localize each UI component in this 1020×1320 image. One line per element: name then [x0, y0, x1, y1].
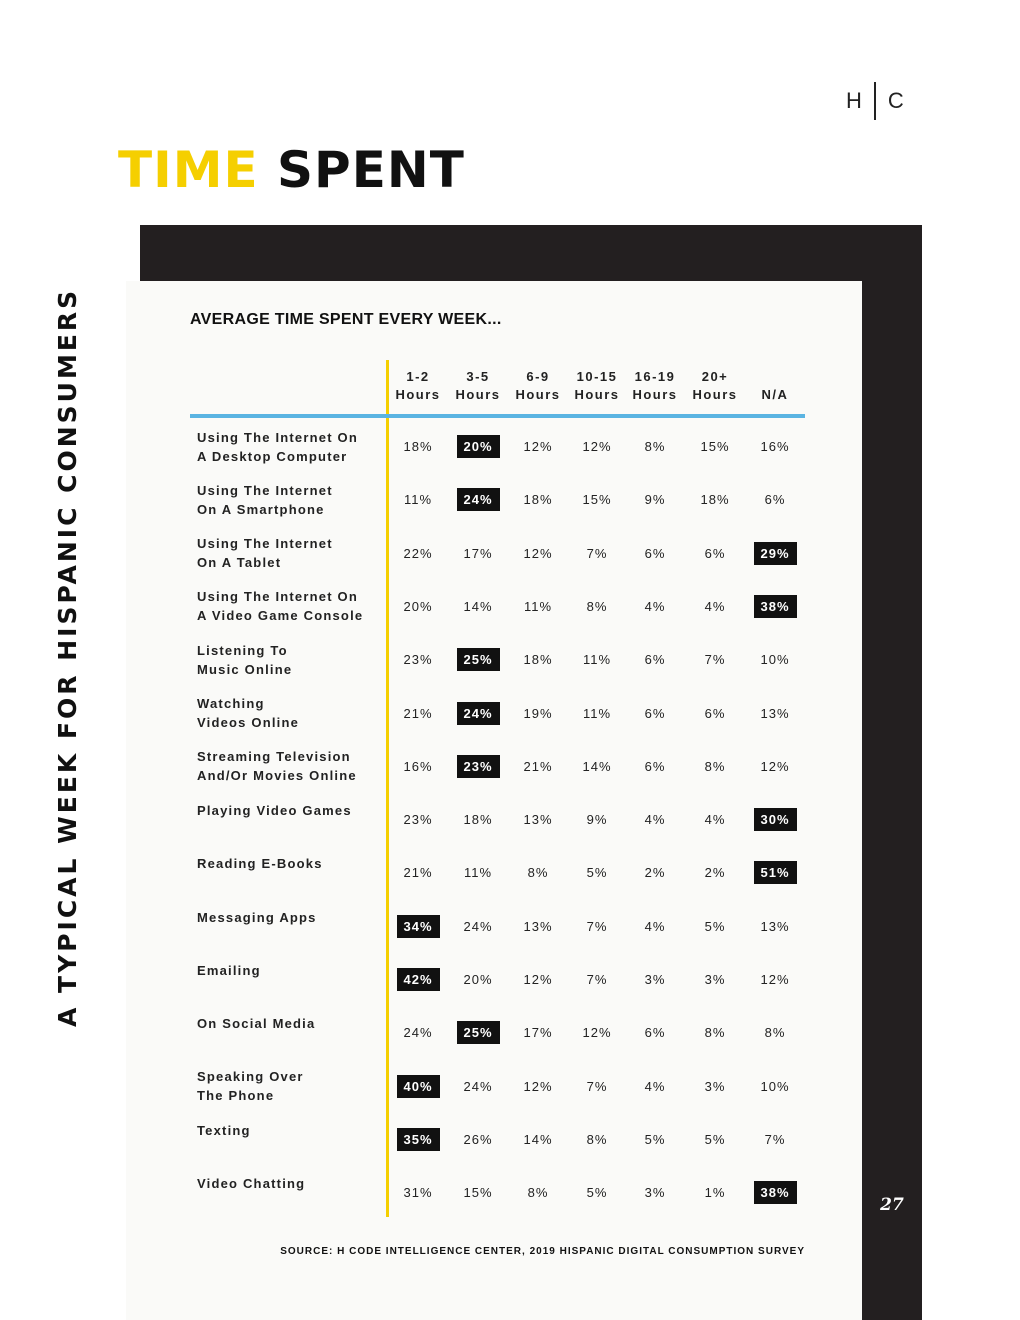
highlighted-value-cell	[743, 580, 807, 633]
value-cell	[506, 633, 570, 686]
row-label	[197, 633, 377, 686]
table-row	[190, 633, 805, 686]
highlighted-value-cell	[386, 1060, 450, 1113]
value-text: 12%	[523, 1078, 553, 1094]
column-header	[386, 368, 450, 404]
row-label-line1: Using The Internet	[197, 536, 333, 552]
value-text: 10%	[760, 1078, 790, 1094]
value-cell	[386, 687, 450, 740]
value-text: 3%	[704, 1078, 726, 1094]
value-cell	[623, 846, 687, 899]
value-text: 40%	[397, 1075, 440, 1098]
value-text: 16%	[403, 758, 433, 774]
value-cell	[683, 633, 747, 686]
value-text: 11%	[582, 652, 612, 668]
value-cell	[506, 580, 570, 633]
value-cell	[446, 1060, 510, 1113]
dark-frame-right	[862, 225, 922, 1320]
column-header-line2: Hours	[632, 387, 678, 402]
value-text: 13%	[523, 918, 553, 934]
table-row	[190, 953, 805, 1006]
value-cell	[623, 580, 687, 633]
value-text: 23%	[457, 755, 500, 778]
value-text: 8%	[704, 1025, 726, 1041]
value-text: 17%	[463, 545, 493, 561]
value-text: 12%	[523, 545, 553, 561]
value-text: 5%	[704, 918, 726, 934]
table-row	[190, 793, 805, 846]
highlighted-value-cell	[446, 473, 510, 526]
blue-header-rule	[190, 414, 805, 418]
value-cell	[506, 527, 570, 580]
value-text: 24%	[403, 1025, 433, 1041]
value-cell	[683, 473, 747, 526]
row-label-line1: Reading E-Books	[197, 856, 323, 872]
value-text: 11%	[523, 598, 553, 614]
value-text: 15%	[700, 439, 730, 454]
column-header-line1: 20+	[701, 369, 729, 384]
value-cell	[386, 793, 450, 846]
column-header-line1	[743, 368, 807, 386]
highlighted-value-cell	[446, 1006, 510, 1059]
side-title: A TYPICAL WEEK FOR HISPANIC CONSUMERS	[53, 287, 82, 1027]
value-cell	[386, 420, 450, 473]
value-text: 8%	[527, 1185, 549, 1201]
value-cell	[683, 953, 747, 1006]
row-label	[197, 1006, 377, 1067]
logo-letter-c: C	[887, 88, 904, 113]
highlighted-value-cell	[743, 793, 807, 846]
value-cell	[565, 900, 629, 953]
row-label	[197, 846, 377, 907]
column-header-line1: 16-19	[634, 369, 676, 384]
value-cell	[386, 473, 450, 526]
value-cell	[506, 473, 570, 526]
value-text: 29%	[754, 542, 797, 565]
value-text: 25%	[457, 1021, 500, 1044]
row-label	[197, 740, 377, 793]
value-text: 18%	[463, 812, 493, 828]
value-cell	[683, 1113, 747, 1166]
value-text: 2%	[704, 865, 726, 881]
value-text: 13%	[760, 705, 790, 721]
value-text: 23%	[403, 812, 433, 828]
value-text: 12%	[760, 758, 790, 774]
value-text: 34%	[397, 915, 440, 938]
value-text: 11%	[403, 492, 433, 508]
value-text: 18%	[403, 439, 433, 454]
highlighted-value-cell	[743, 527, 807, 580]
column-header	[446, 368, 510, 404]
highlighted-value-cell	[743, 846, 807, 899]
value-cell	[743, 1113, 807, 1166]
value-text: 38%	[754, 1181, 797, 1204]
value-text: 4%	[644, 918, 666, 934]
row-label	[197, 420, 377, 473]
value-cell	[386, 846, 450, 899]
column-header	[743, 368, 807, 404]
value-cell	[386, 740, 450, 793]
value-cell	[506, 900, 570, 953]
row-label-line1: Playing Video Games	[197, 803, 352, 819]
value-cell	[506, 740, 570, 793]
value-text: 4%	[644, 1078, 666, 1094]
column-header-line2: Hours	[574, 387, 620, 402]
value-text: 14%	[523, 1131, 553, 1147]
table-row	[190, 687, 805, 740]
hc-logo	[846, 82, 904, 120]
row-label-line1: Emailing	[197, 963, 261, 978]
value-cell	[683, 846, 747, 899]
value-text: 31%	[403, 1185, 433, 1201]
value-text: 12%	[760, 972, 790, 987]
column-header	[683, 368, 747, 404]
value-cell	[623, 900, 687, 953]
value-text: 19%	[523, 705, 553, 721]
column-header-line1: 3-5	[466, 369, 490, 384]
value-text: 5%	[704, 1131, 726, 1147]
value-cell	[506, 420, 570, 473]
page-title	[118, 140, 465, 200]
value-cell	[446, 580, 510, 633]
value-cell	[565, 527, 629, 580]
value-text: 22%	[403, 545, 433, 561]
value-cell	[623, 1006, 687, 1059]
value-cell	[506, 1113, 570, 1166]
value-cell	[683, 420, 747, 473]
value-cell	[446, 793, 510, 846]
highlighted-value-cell	[386, 953, 450, 1006]
value-cell	[683, 900, 747, 953]
value-text: 7%	[586, 918, 608, 934]
column-header-line1: 1-2	[406, 369, 430, 384]
value-text: 23%	[403, 652, 433, 668]
table-row	[190, 473, 805, 526]
row-label-line1: Using The Internet On	[197, 589, 358, 605]
column-header	[623, 368, 687, 404]
row-label-line1: Using The Internet On	[197, 429, 358, 445]
value-cell	[623, 633, 687, 686]
source-note: SOURCE: H CODE INTELLIGENCE CENTER, 2019 HISPANIC DIGITAL CONSUMPTION SURVEY	[280, 1246, 805, 1257]
row-label	[197, 1166, 377, 1227]
value-cell	[506, 1166, 570, 1219]
value-text: 6%	[644, 705, 666, 721]
value-text: 5%	[586, 865, 608, 881]
row-label-line2: On A Tablet	[197, 555, 282, 571]
highlighted-value-cell	[446, 420, 510, 473]
row-label-line2: Videos Online	[197, 715, 300, 730]
column-header-line2: Hours	[515, 387, 561, 402]
value-text: 20%	[403, 598, 433, 614]
row-label-line2: Music Online	[197, 661, 293, 677]
highlighted-value-cell	[386, 1113, 450, 1166]
table-row	[190, 1006, 805, 1059]
value-cell	[683, 580, 747, 633]
value-cell	[623, 420, 687, 473]
value-text: 6%	[704, 545, 726, 561]
value-cell	[565, 740, 629, 793]
value-text: 17%	[523, 1025, 553, 1041]
value-cell	[446, 900, 510, 953]
column-header	[506, 368, 570, 404]
value-cell	[565, 687, 629, 740]
value-text: 13%	[523, 812, 553, 828]
value-text: 2%	[644, 865, 666, 881]
row-label-line2: And/Or Movies Online	[197, 768, 357, 784]
value-text: 5%	[644, 1131, 666, 1147]
value-text: 8%	[527, 865, 549, 881]
value-text: 8%	[586, 1131, 608, 1147]
value-text: 21%	[403, 865, 433, 881]
value-text: 8%	[586, 598, 608, 614]
value-cell	[623, 527, 687, 580]
table-row	[190, 420, 805, 473]
value-text: 8%	[764, 1025, 786, 1041]
value-text: 9%	[586, 812, 608, 828]
value-text: 24%	[463, 1078, 493, 1094]
value-text: 15%	[463, 1185, 493, 1201]
logo-divider	[874, 82, 876, 120]
row-label-line1: Listening To	[197, 642, 288, 658]
value-text: 3%	[704, 972, 726, 987]
value-cell	[683, 527, 747, 580]
highlighted-value-cell	[446, 740, 510, 793]
value-cell	[506, 1060, 570, 1113]
row-label	[197, 580, 377, 633]
value-cell	[623, 1060, 687, 1113]
page-number: 27	[880, 1195, 904, 1215]
value-text: 6%	[764, 492, 786, 508]
title-part-black: SPENT	[277, 141, 465, 199]
value-cell	[565, 473, 629, 526]
value-cell	[506, 687, 570, 740]
value-cell	[743, 900, 807, 953]
row-label	[197, 900, 377, 961]
value-text: 26%	[463, 1131, 493, 1147]
row-label	[197, 527, 377, 580]
row-label-line1: Texting	[197, 1122, 251, 1138]
value-text: 12%	[582, 1025, 612, 1041]
column-header-line2: N/A	[761, 387, 789, 402]
value-text: 13%	[760, 918, 790, 934]
table-row	[190, 1060, 805, 1113]
value-cell	[565, 633, 629, 686]
row-label-line1: On Social Media	[197, 1016, 316, 1032]
value-text: 6%	[644, 1025, 666, 1041]
value-cell	[623, 1166, 687, 1219]
row-label	[197, 953, 377, 1014]
value-cell	[386, 580, 450, 633]
value-cell	[743, 687, 807, 740]
column-header	[565, 368, 629, 404]
value-cell	[565, 580, 629, 633]
value-text: 42%	[397, 968, 440, 991]
value-text: 7%	[764, 1131, 786, 1147]
table-row	[190, 900, 805, 953]
row-label	[197, 1060, 377, 1113]
value-text: 1%	[704, 1185, 726, 1201]
value-text: 7%	[586, 545, 608, 561]
value-text: 15%	[582, 492, 612, 508]
highlighted-value-cell	[386, 900, 450, 953]
row-label-line1: Speaking Over	[197, 1069, 304, 1085]
row-label-line1: Streaming Television	[197, 749, 351, 765]
value-cell	[683, 1166, 747, 1219]
value-text: 14%	[463, 598, 493, 614]
value-cell	[565, 1166, 629, 1219]
value-text: 16%	[760, 439, 790, 454]
value-cell	[446, 1166, 510, 1219]
value-text: 7%	[704, 652, 726, 668]
value-cell	[506, 846, 570, 899]
value-text: 38%	[754, 595, 797, 618]
value-cell	[623, 740, 687, 793]
row-label-line2: A Desktop Computer	[197, 448, 348, 464]
value-text: 4%	[704, 598, 726, 614]
value-text: 20%	[457, 435, 500, 458]
value-cell	[623, 953, 687, 1006]
value-text: 21%	[523, 758, 553, 774]
row-label-line1: Using The Internet	[197, 482, 333, 498]
value-cell	[683, 793, 747, 846]
value-cell	[623, 793, 687, 846]
value-text: 4%	[644, 598, 666, 614]
value-text: 12%	[523, 972, 553, 987]
value-cell	[506, 953, 570, 1006]
column-header-line1: 10-15	[576, 369, 618, 384]
value-text: 3%	[644, 972, 666, 987]
value-cell	[565, 1060, 629, 1113]
row-label-line1: Messaging Apps	[197, 909, 317, 925]
row-label	[197, 1113, 377, 1174]
column-header-line1: 6-9	[526, 369, 550, 384]
value-text: 18%	[523, 652, 553, 668]
highlighted-value-cell	[743, 1166, 807, 1219]
value-cell	[743, 1060, 807, 1113]
value-text: 5%	[586, 1185, 608, 1201]
value-cell	[743, 953, 807, 1006]
value-cell	[743, 633, 807, 686]
value-text: 7%	[586, 1078, 608, 1094]
value-cell	[446, 953, 510, 1006]
value-text: 24%	[457, 702, 500, 725]
value-text: 6%	[644, 545, 666, 561]
table-subtitle: AVERAGE TIME SPENT EVERY WEEK...	[190, 311, 502, 328]
column-header-line2: Hours	[395, 387, 441, 402]
value-cell	[683, 687, 747, 740]
table-row	[190, 1113, 805, 1166]
value-text: 18%	[523, 492, 553, 508]
row-label	[197, 687, 377, 740]
value-cell	[446, 846, 510, 899]
value-cell	[623, 473, 687, 526]
row-label-line1: Watching	[197, 696, 265, 711]
highlighted-value-cell	[446, 687, 510, 740]
value-cell	[565, 1113, 629, 1166]
value-cell	[386, 1166, 450, 1219]
value-cell	[683, 1006, 747, 1059]
row-label-line2: A Video Game Console	[197, 608, 364, 624]
value-cell	[446, 1113, 510, 1166]
value-text: 6%	[644, 758, 666, 774]
value-cell	[565, 420, 629, 473]
row-label	[197, 473, 377, 526]
dark-frame-top	[140, 225, 922, 281]
value-text: 12%	[582, 439, 612, 454]
value-text: 12%	[523, 439, 553, 454]
value-cell	[565, 846, 629, 899]
value-text: 51%	[754, 861, 797, 884]
row-label-line2: On A Smartphone	[197, 501, 325, 517]
value-cell	[506, 1006, 570, 1059]
value-text: 8%	[704, 758, 726, 774]
value-text: 30%	[754, 808, 797, 831]
title-part-yellow: TIME	[118, 141, 259, 199]
value-cell	[683, 1060, 747, 1113]
value-cell	[386, 1006, 450, 1059]
row-label	[197, 793, 377, 854]
value-text: 11%	[582, 705, 612, 721]
row-label-line2: The Phone	[197, 1088, 275, 1104]
value-cell	[565, 1006, 629, 1059]
value-text: 25%	[457, 648, 500, 671]
value-text: 7%	[586, 972, 608, 987]
value-cell	[506, 793, 570, 846]
value-text: 8%	[644, 439, 666, 454]
table-row	[190, 846, 805, 899]
value-cell	[743, 740, 807, 793]
value-text: 9%	[644, 492, 666, 508]
value-text: 24%	[457, 488, 500, 511]
value-cell	[683, 740, 747, 793]
value-cell	[386, 527, 450, 580]
table-row	[190, 527, 805, 580]
value-text: 18%	[700, 492, 730, 508]
value-cell	[565, 793, 629, 846]
value-text: 4%	[644, 812, 666, 828]
logo-letter-h: H	[846, 88, 862, 113]
value-text: 4%	[704, 812, 726, 828]
value-cell	[743, 473, 807, 526]
value-text: 14%	[582, 758, 612, 774]
table-row	[190, 740, 805, 793]
value-cell	[446, 527, 510, 580]
row-label-line1: Video Chatting	[197, 1176, 306, 1192]
value-cell	[743, 1006, 807, 1059]
value-text: 6%	[704, 705, 726, 721]
value-cell	[565, 953, 629, 1006]
value-text: 11%	[463, 865, 493, 881]
value-cell	[386, 633, 450, 686]
value-text: 20%	[463, 972, 493, 987]
value-text: 3%	[644, 1185, 666, 1201]
value-text: 6%	[644, 652, 666, 668]
value-cell	[623, 687, 687, 740]
value-text: 10%	[760, 652, 790, 668]
column-header-line2: Hours	[692, 387, 738, 402]
table-row	[190, 580, 805, 633]
value-text: 24%	[463, 918, 493, 934]
column-header-line2: Hours	[455, 387, 501, 402]
table-row	[190, 1166, 805, 1219]
value-text: 35%	[397, 1128, 440, 1151]
highlighted-value-cell	[446, 633, 510, 686]
value-cell	[623, 1113, 687, 1166]
value-cell	[743, 420, 807, 473]
value-text: 21%	[403, 705, 433, 721]
